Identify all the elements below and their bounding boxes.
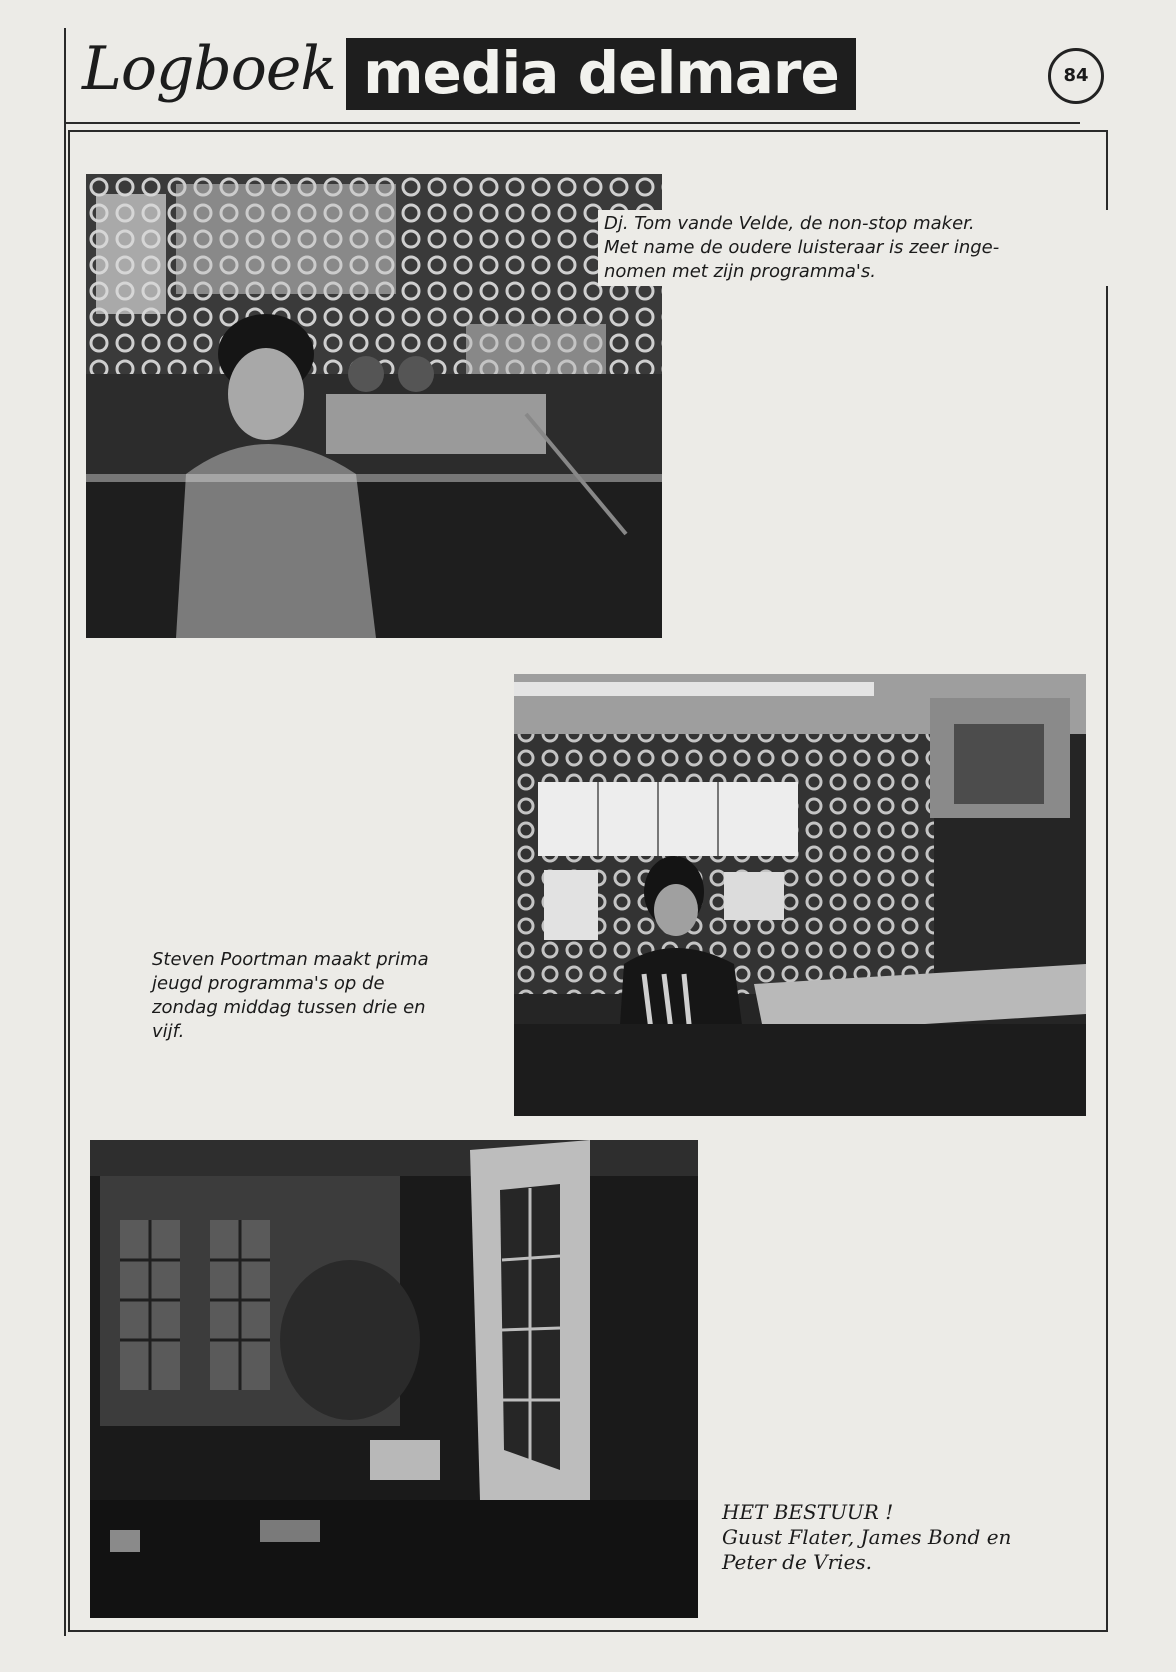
photo-steven: [514, 674, 1086, 1116]
caption-heading: HET BESTUUR !: [722, 1500, 894, 1524]
header: [64, 30, 1114, 126]
header-rule: [64, 122, 1080, 124]
caption-line: zondag middag tussen drie en: [152, 997, 426, 1018]
caption-photo-1: [598, 210, 1110, 286]
caption-line: Met name de oudere luisteraar is zeer inge-: [604, 237, 1000, 258]
logo-script: Logboek: [82, 34, 336, 104]
caption-line: Steven Poortman maakt prima: [152, 949, 429, 970]
photo-bestuur: [90, 1140, 698, 1618]
caption-photo-3: [722, 1500, 1082, 1575]
page-border: [64, 28, 66, 1636]
caption-photo-2: [152, 948, 498, 1044]
caption-line: Peter de Vries.: [722, 1550, 873, 1574]
caption-line: nomen met zijn programma's.: [604, 261, 876, 282]
caption-line: jeugd programma's op de: [152, 973, 385, 994]
caption-line: Guust Flater, James Bond en: [722, 1525, 1012, 1549]
photo-dj-tom: [86, 174, 662, 638]
caption-line: vijf.: [152, 1021, 185, 1042]
logo-wordmark: media delmare: [346, 38, 856, 110]
page-number: 84: [1048, 48, 1104, 104]
caption-line: Dj. Tom vande Velde, de non-stop maker.: [604, 213, 975, 234]
